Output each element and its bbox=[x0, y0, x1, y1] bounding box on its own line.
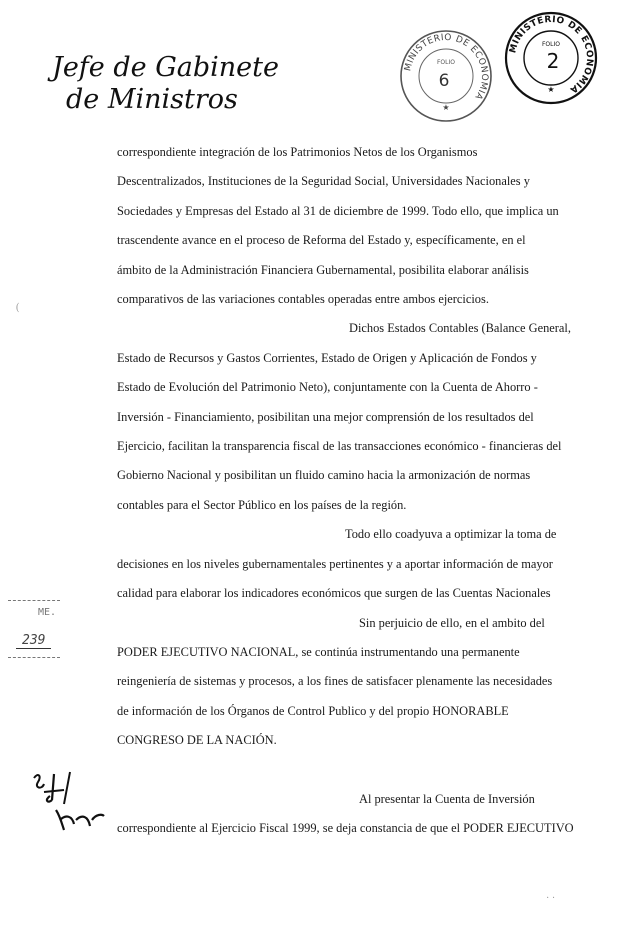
margin-folio-note bbox=[8, 600, 60, 658]
svg-text:★: ★ bbox=[442, 103, 450, 112]
text-line: Dichos Estados Contables (Balance General, bbox=[349, 321, 571, 336]
stamp-seal-2 bbox=[503, 10, 599, 106]
paragraph-4 bbox=[117, 609, 583, 756]
text-line: Estado de Evolución del Patrimonio Neto), conjuntamente con la Cuenta de Ahorro - bbox=[117, 380, 538, 395]
text-line: Sin perjuicio de ello, en el ambito del bbox=[359, 615, 545, 630]
text-line: PODER EJECUTIVO NACIONAL, se continúa instrumentando una permanente bbox=[117, 644, 520, 659]
text-line: comparativos de las variaciones contables operadas entre ambos ejercicios. bbox=[117, 292, 489, 307]
stamp-2-folio-number: 2 bbox=[546, 49, 560, 73]
text-line: correspondiente integración de los Patrimonios Netos de los Organismos bbox=[117, 145, 478, 159]
text-line: Sociedades y Empresas del Estado al 31 de diciembre de 1999. Todo ello, que implica un bbox=[117, 203, 559, 218]
text-line: Al presentar la Cuenta de Inversión bbox=[359, 791, 535, 806]
paragraph-1 bbox=[117, 138, 583, 314]
stamp-seal-1 bbox=[398, 28, 494, 124]
ministry-stamp-folio-6 bbox=[398, 28, 494, 124]
text-line: Todo ello coadyuva a optimizar la toma de bbox=[345, 527, 557, 542]
text-line: calidad para elaborar los indicadores económicos que surgen de las Cuentas Nacionales bbox=[117, 586, 551, 601]
stamp-1-folio-number: 6 bbox=[438, 71, 450, 91]
stamp-1-folio-label: FOLIO bbox=[436, 59, 456, 66]
document-body bbox=[117, 138, 583, 843]
margin-note-number: 239 bbox=[16, 633, 51, 649]
text-line: CONGRESO DE LA NACIÓN. bbox=[117, 733, 277, 748]
margin-note-box bbox=[8, 600, 60, 658]
signature-initials-icon bbox=[30, 770, 120, 840]
text-line: Ejercicio, facilitan la transparencia fiscal de las transacciones económico - financieras del bbox=[117, 439, 562, 454]
text-line: decisiones en los niveles gubernamentales pertinentes y a aportar información de mayor bbox=[117, 556, 553, 571]
ministry-stamp-folio-2 bbox=[503, 10, 599, 106]
handwritten-initials bbox=[30, 770, 120, 845]
stamp-2-folio-label: FOLIO bbox=[541, 41, 561, 48]
text-line: trascendente avance en el proceso de Reforma del Estado y, específicamente, en el bbox=[117, 233, 526, 248]
stamp-2-ring-text: MINISTERIO DE ECONOMIA bbox=[508, 14, 595, 95]
svg-text:★: ★ bbox=[547, 85, 555, 94]
text-line: Estado de Recursos y Gastos Corrientes, Estado de Origen y Aplicación de Fondos y bbox=[117, 350, 537, 365]
margin-note-label: ME. bbox=[38, 607, 57, 618]
letterhead bbox=[52, 52, 279, 116]
stamp-1-ring-text: MINISTERIO DE ECONOMIA bbox=[403, 32, 490, 102]
text-line: correspondiente al Ejercicio Fiscal 1999, se deja constancia de que el PODER EJECUTIVO bbox=[117, 820, 574, 835]
paragraph-3 bbox=[117, 520, 583, 608]
text-line: Descentralizados, Instituciones de la Seguridad Social, Universidades Nacionales y bbox=[117, 174, 530, 189]
text-line: ámbito de la Administración Financiera Gubernamental, posibilita elaborar análisis bbox=[117, 262, 529, 277]
paragraph-5 bbox=[117, 785, 583, 844]
text-line: contables para el Sector Público en los países de la región. bbox=[117, 497, 407, 512]
paragraph-2 bbox=[117, 314, 583, 520]
text-line: de información de los Órganos de Control Publico y del propio HONORABLE bbox=[117, 703, 509, 718]
text-line: reingeniería de sistemas y procesos, a los fines de satisfacer plenamente las necesidades bbox=[117, 674, 553, 689]
document-page: Jefe de Gabinete de Ministros MINISTERIO DE ECONOMIA FOLIO 6 ★ MINISTERIO DE ECONOMIA FOLIO 2 ★ correspondiente integración de los Patrimonios Netos de los Organismos Descentralizados, Instituciones de la Seguridad Social, Universidades Nacionales y Sociedades y Empresas del Estado al 31 de diciembre de 1999. Todo ello, que implica un trascendente avance en el proceso de Reforma del Estado y, específicamente, en el ámbito de la Administración Financiera Gubernamental, posibilita elaborar análisis comparativos de las variaciones contables operadas entre ambos ejercicios. Dichos Estados Contables (Balance General, Estado de Recursos y Gastos Corrientes, Estado de Origen y Aplicación de Fondos y Estado de Evolución del Patrimonio Neto), conjuntamente con la Cuenta de Ahorro - Inversión - Financiamiento, posibilitan una mejor comprensión de los resultados del Ejercicio, facilitan la transparencia fiscal de las transacciones económico - financieras del Gobierno Nacional y posibilitan un fluido camino hacia la armonización de normas contables para el Sector Público en los países de la región. Todo ello coadyuva a optimizar la toma de decisiones en los niveles gubernamentales pertinentes y a aportar información de mayor calidad para elaborar los indicadores económicos que surgen de las Cuentas Nacionales Sin perjuicio de ello, en el ambito del PODER EJECUTIVO NACIONAL, se continúa instrumentando una permanente reingeniería de sistemas y procesos, a los fines de satisfacer plenamente las necesidades de información de los Órganos de Control Publico y del propio HONORABLE CONGRESO DE LA NACIÓN. Al presentar la Cuenta de Inversión correspondiente al Ejercicio Fiscal 1999, se deja constancia de que el PODER EJECUTIVO ME. 239 ( · · bbox=[0, 0, 622, 947]
letterhead-line-2: de Ministros bbox=[66, 84, 238, 115]
letterhead-line-1: Jefe de Gabinete bbox=[52, 52, 279, 83]
text-line: Inversión - Financiamiento, posibilitan una mejor comprensión de los resultados del bbox=[117, 409, 534, 424]
text-line: Gobierno Nacional y posibilitan un fluido camino hacia la armonización de normas bbox=[117, 468, 531, 483]
